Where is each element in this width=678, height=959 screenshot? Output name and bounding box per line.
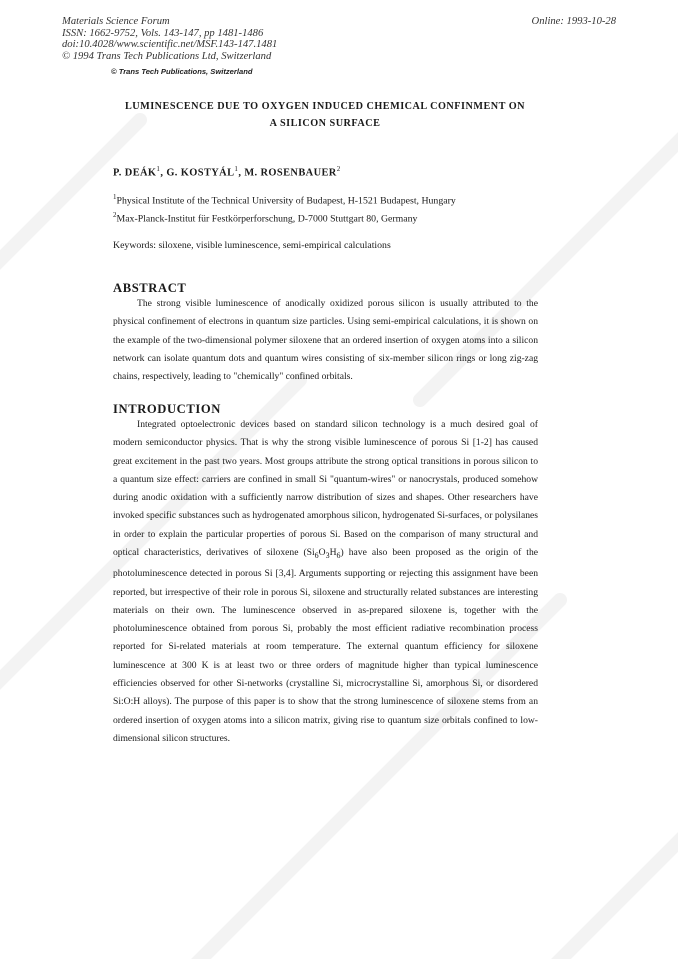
paper-title	[100, 98, 550, 132]
abstract-heading: ABSTRACT	[113, 281, 187, 295]
abstract-text: The strong visible luminescence of anodically oxidized porous silicon is usually attributed to the physical confinement of electrons in quantum size particles. Using semi-empirical calculations, it is shown on the example of the two-dimensional polymer siloxene that an ordered insertion of oxygen atoms into a silicon network can isolate quantum dots and quantum wires consisting of six-member silicon rings or long zig-zag chains, respectively, leading to "chemically" confined orbitals.	[113, 298, 538, 383]
author-name: G. KOSTYÁL	[166, 167, 235, 179]
affiliation-text: Physical Institute of the Technical University of Budapest, H-1521 Budapest, Hungary	[116, 195, 456, 207]
affiliation-2	[113, 209, 417, 225]
publisher-line: © Trans Tech Publications, Switzerland	[111, 67, 253, 76]
introduction-heading: INTRODUCTION	[113, 402, 221, 416]
affiliation-mark: 2	[113, 211, 117, 219]
author-affiliation-mark: 2	[336, 165, 341, 173]
affiliation-1	[113, 191, 456, 207]
issn-line: ISSN: 1662-9752, Vols. 143-147, pp 1481-1486	[62, 27, 264, 39]
online-date: Online: 1993-10-28	[531, 16, 616, 27]
introduction-text-part-1: Integrated optoelectronic devices based on standard silicon technology is a much desired goal of modern semiconductor physics. That is why the strong visible luminescence of porous Si [1-2] has caused great excitement in the past two years. Most groups attribute the strong optical transitions in porous silicon to a quantum size effect: carriers are confined in small Si "quantum-wires" or nanocrystals, produced somehow during anodic oxidation with a sufficiently narrow distribution of sizes and shapes. Other researchers have invoked specific substances such as hydrogenated amorphous silicon, hydrogenated Si-surfaces, or polysilanes in order to explain the particular properties of porous Si. Based on the comparison of many structural and optical characteristics, derivatives of siloxene (	[113, 419, 538, 559]
journal-name: Materials Science Forum	[62, 16, 170, 27]
affiliation-mark: 1	[113, 193, 117, 201]
author-list	[113, 165, 341, 178]
author-separator: ,	[238, 167, 245, 179]
introduction-text	[113, 416, 538, 748]
doi-link[interactable]: doi:10.4028/www.scientific.net/MSF.143-147.1481	[62, 39, 278, 51]
introduction-text-part-2: ) have also been proposed as the origin of the photoluminescence detected in porous Si [3,4]. Arguments supporting or rejecting this assignment have been reported, but irrespective of their role in porous Si, siloxene and structurally related substances are interesting materials on their own. The luminescence observed in as-prepared siloxene is, together with the photoluminescence obtained from porous Si, probably the most efficient radiative recombination process reported for Si-related materials at room temperature. The external quantum efficiency for siloxene luminescence at 300 K is at least two or three orders of magnitude higher than typical luminescence efficiencies observed for other Si-networks (crystalline Si, microcrystalline Si, amorphous Si, or disordered Si:O:H alloys). The purpose of this paper is to show that the strong luminescence of siloxene stems from an ordered insertion of oxygen atoms into a silicon matrix, giving rise to quantum size orbitals confined to low-dimensional silicon structures.	[113, 547, 538, 744]
title-line-1: LUMINESCENCE DUE TO OXYGEN INDUCED CHEMICAL CONFINMENT ON	[124, 101, 526, 112]
author-affiliation-mark: 1	[234, 165, 239, 173]
copyright-line: © 1994 Trans Tech Publications Ltd, Switzerland	[62, 50, 272, 62]
author-affiliation-mark: 1	[156, 165, 161, 173]
siloxene-formula: $Si_6O_3H_6$	[306, 547, 341, 560]
publication-meta	[62, 16, 482, 62]
affiliation-text: Max-Planck-Institut für Festkörperforschung, D-7000 Stuttgart 80, Germany	[116, 213, 418, 225]
author-name: P. DEÁK	[113, 167, 157, 179]
author-separator: ,	[160, 167, 167, 179]
title-line-2: A SILICON SURFACE	[269, 118, 381, 129]
keywords: Keywords: siloxene, visible luminescence, semi-empirical calculations	[113, 240, 391, 251]
author-name: M. ROSENBAUER	[244, 167, 337, 179]
